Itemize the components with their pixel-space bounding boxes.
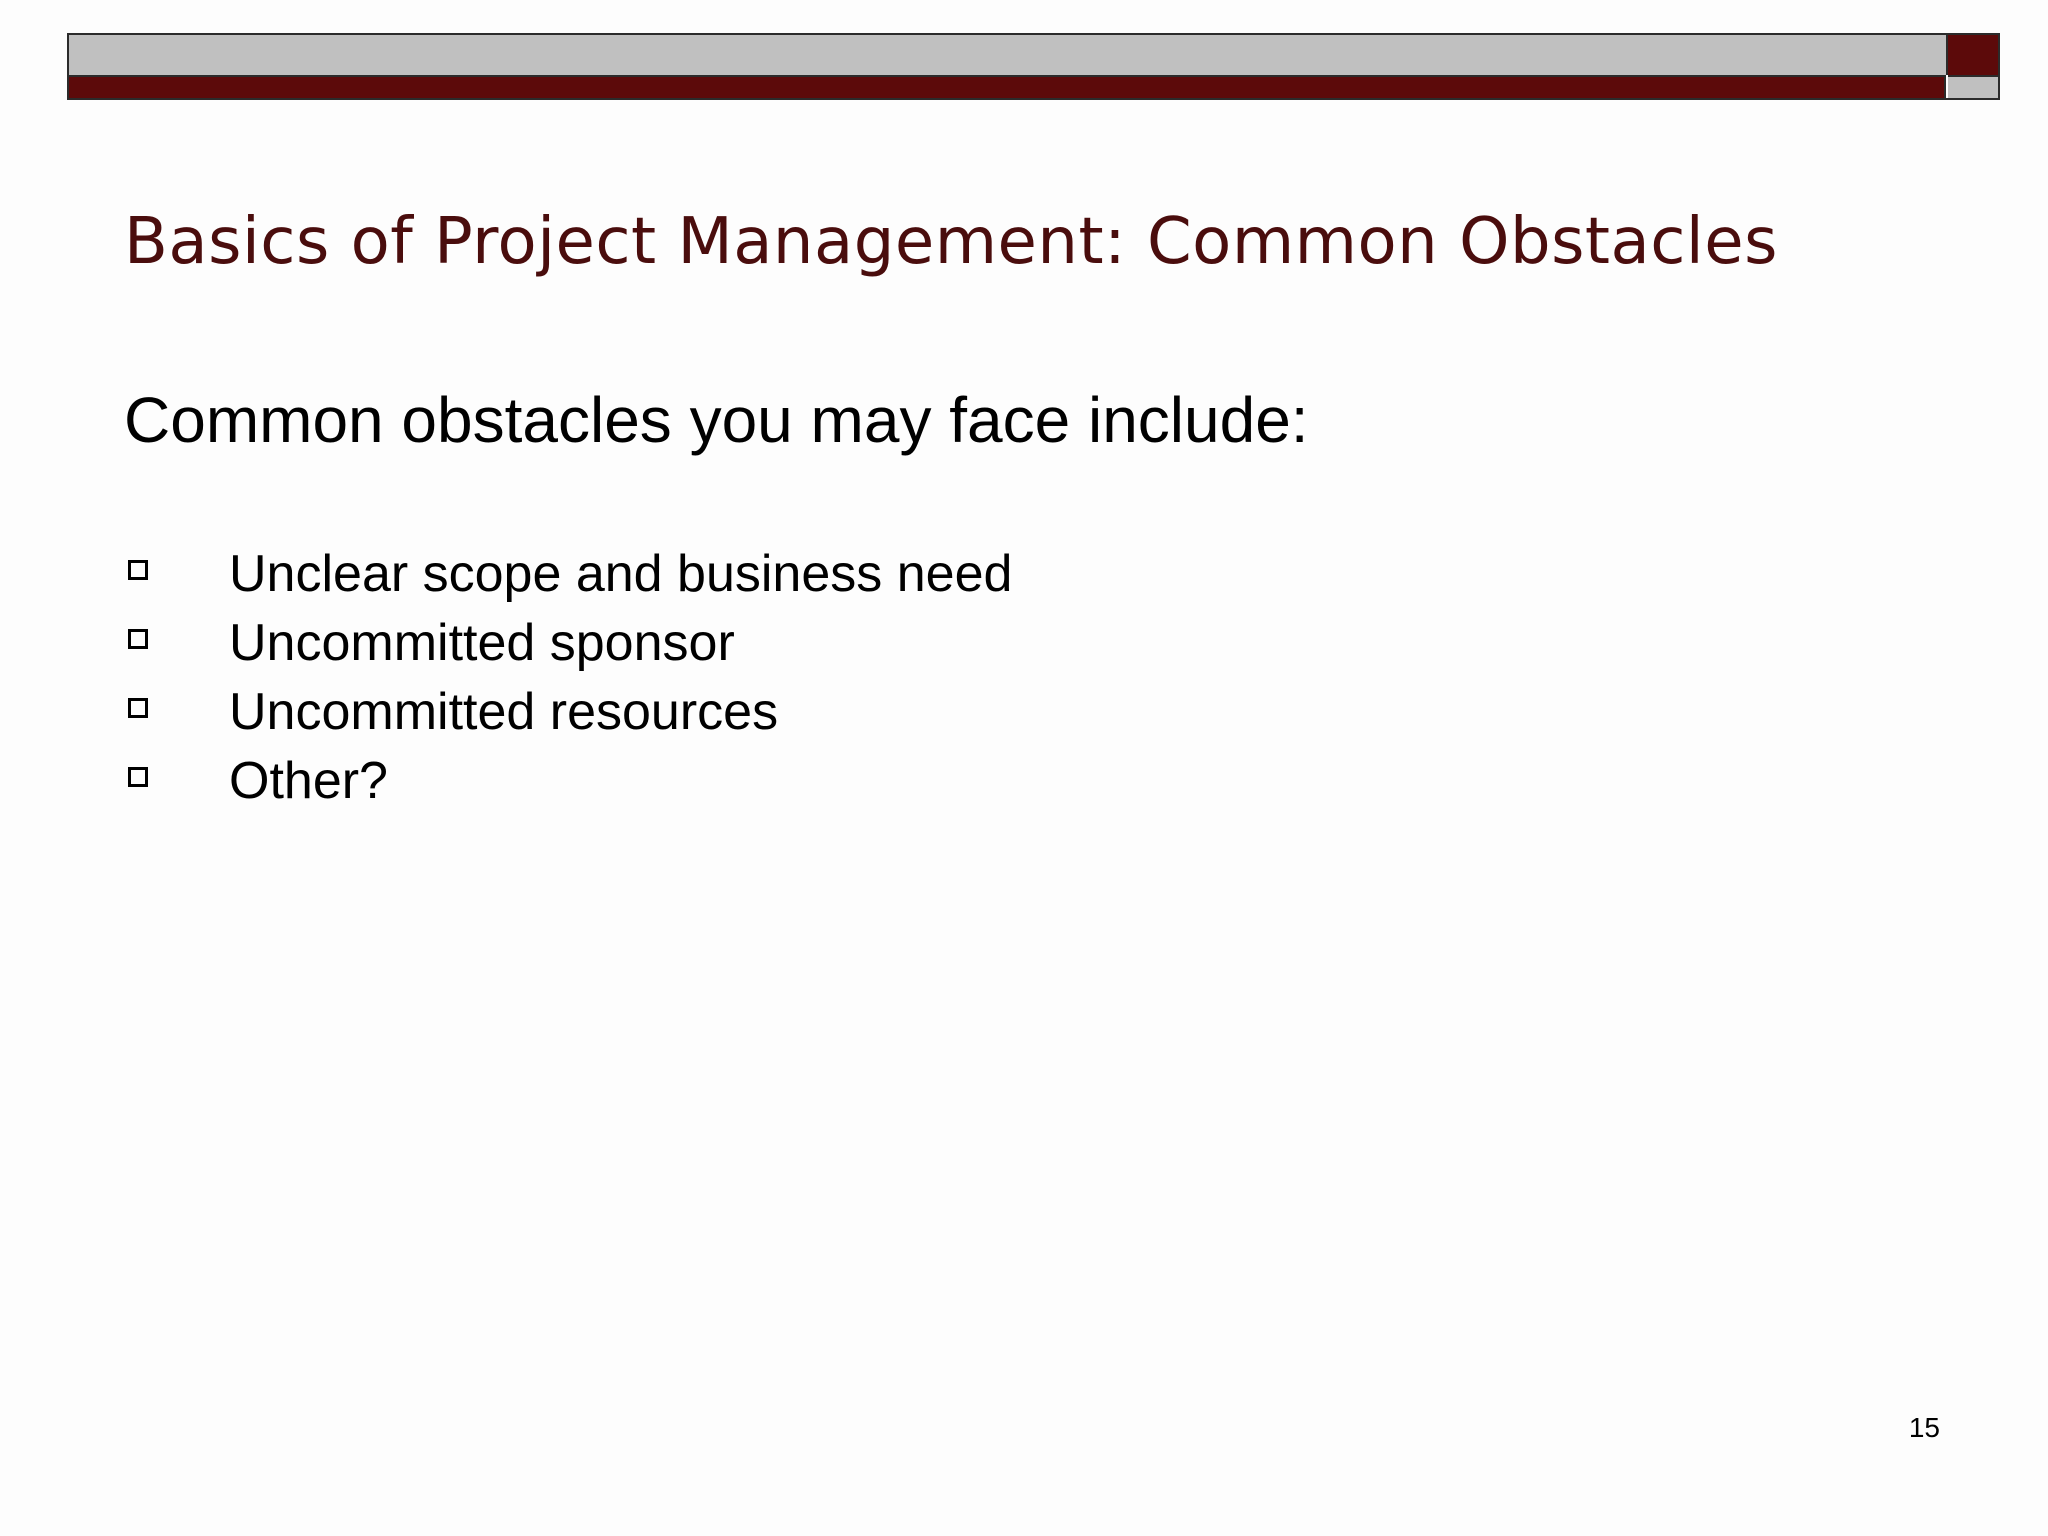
header-corner-gray-block xyxy=(1948,75,1998,98)
square-bullet-icon xyxy=(128,629,148,649)
slide-title: Basics of Project Management: Common Obstacles xyxy=(124,205,1778,279)
bullet-text: Uncommitted sponsor xyxy=(229,614,735,672)
bullet-text: Unclear scope and business need xyxy=(229,545,1013,603)
header-bar-maroon-band xyxy=(69,75,1946,98)
bullet-text: Uncommitted resources xyxy=(229,683,779,741)
square-bullet-icon xyxy=(128,560,148,580)
header-decoration-bar xyxy=(67,33,2000,100)
bullet-text: Other? xyxy=(229,752,388,810)
page-number: 15 xyxy=(1908,1412,1940,1443)
header-corner-maroon-block xyxy=(1948,35,1998,75)
square-bullet-icon xyxy=(128,767,148,787)
square-bullet-icon xyxy=(128,698,148,718)
header-bar-gray-band xyxy=(69,35,1948,75)
intro-text: Common obstacles you may face include: xyxy=(124,384,1309,456)
